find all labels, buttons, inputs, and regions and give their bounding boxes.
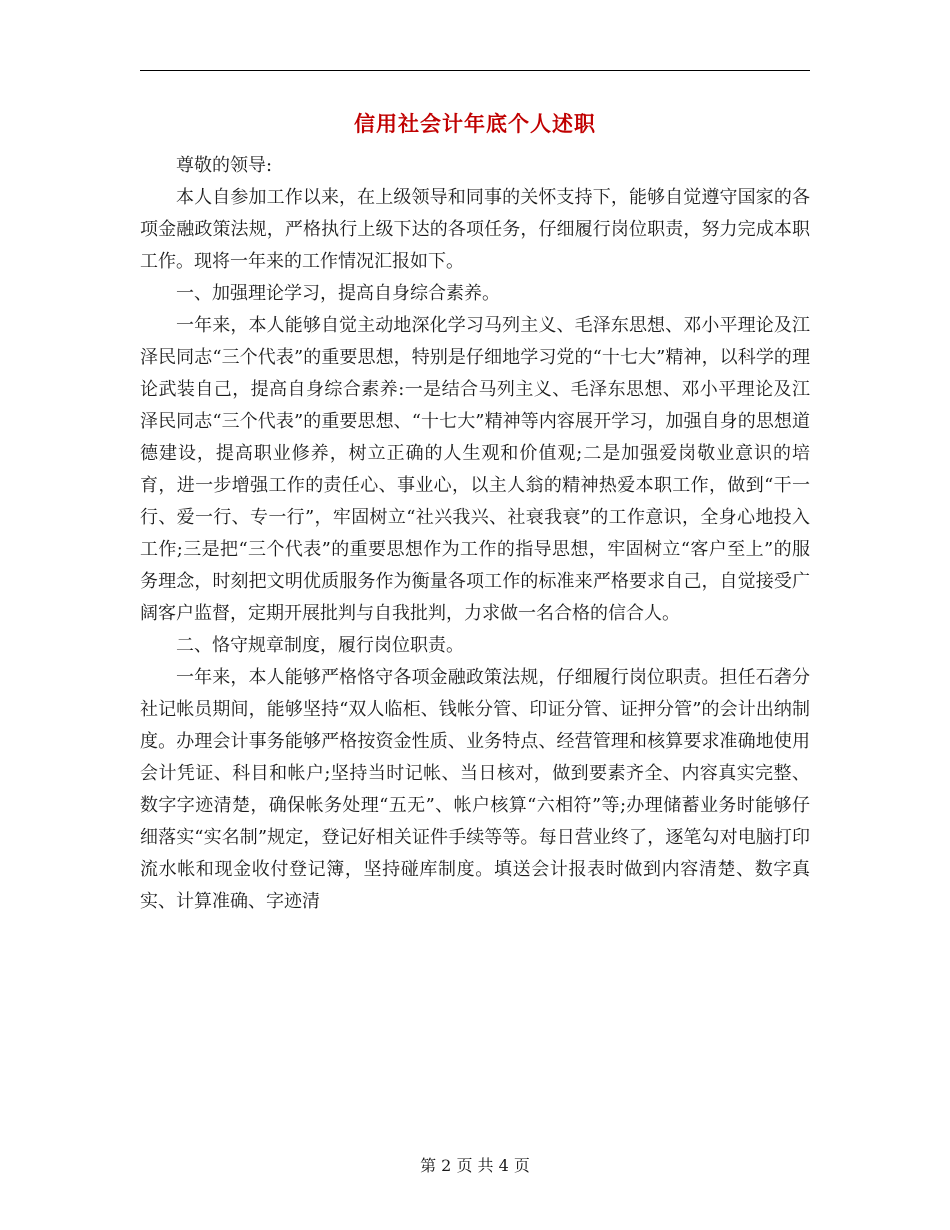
- section-heading-2: 二、恪守规章制度，履行岗位职责。: [176, 635, 464, 656]
- page-number-footer: 第 2 页 共 4 页: [420, 1156, 530, 1175]
- section-heading-1: 一、加强理论学习，提高自身综合素养。: [176, 283, 500, 304]
- header-rule: [140, 70, 810, 71]
- intro-paragraph: 本人自参加工作以来，在上级领导和同事的关怀支持下，能够自觉遵守国家的各项金融政策法规，严格执行上级下达的各项任务，仔细履行岗位职责，努力完成本职工作。现将一年来的工作情况汇报如下。: [140, 187, 810, 272]
- salutation-paragraph: 尊敬的领导:: [176, 155, 273, 176]
- document-body: [140, 150, 810, 918]
- section-1-paragraph: 一年来，本人能够自觉主动地深化学习马列主义、毛泽东思想、邓小平理论及江泽民同志“三个代表”的重要思想，特别是仔细地学习党的“十七大”精神，以科学的理论武装自己，提高自身综合素养:一是结合马列主义、毛泽东思想、邓小平理论及江泽民同志“三个代表”的重要思想、“十七大”精神等内容展开学习，加强自身的思想道德建设，提高职业修养，树立正确的人生观和价值观;二是加强爱岗敬业意识的培育，进一步增强工作的责任心、事业心，以主人翁的精神热爱本职工作，做到“干一行、爱一行、专一行”，牢固树立“社兴我兴、社衰我衰”的工作意识，全身心地投入工作;三是把“三个代表”的重要思想作为工作的指导思想，牢固树立“客户至上”的服务理念，时刻把文明优质服务作为衡量各项工作的标准来严格要求自己，自觉接受广阔客户监督，定期开展批判与自我批判，力求做一名合格的信合人。: [140, 315, 810, 624]
- section-2-paragraph: 一年来，本人能够严格恪守各项金融政策法规，仔细履行岗位职责。担任石砻分社记帐员期间，能够坚持“双人临柜、钱帐分管、印证分管、证押分管”的会计出纳制度。办理会计事务能够严格按资金性质、业务特点、经营管理和核算要求准确地使用会计凭证、科目和帐户;坚持当时记帐、当日核对，做到要素齐全、内容真实完整、数字字迹清楚，确保帐务处理“五无”、帐户核算“六相符”等;办理储蓄业务时能够仔细落实“实名制”规定，登记好相关证件手续等等。每日营业终了，逐笔勾对电脑打印流水帐和现金收付登记簿，坚持碰库制度。填送会计报表时做到内容清楚、数字真实、计算准确、字迹清: [140, 667, 810, 912]
- document-title: 信用社会计年底个人述职: [354, 111, 596, 136]
